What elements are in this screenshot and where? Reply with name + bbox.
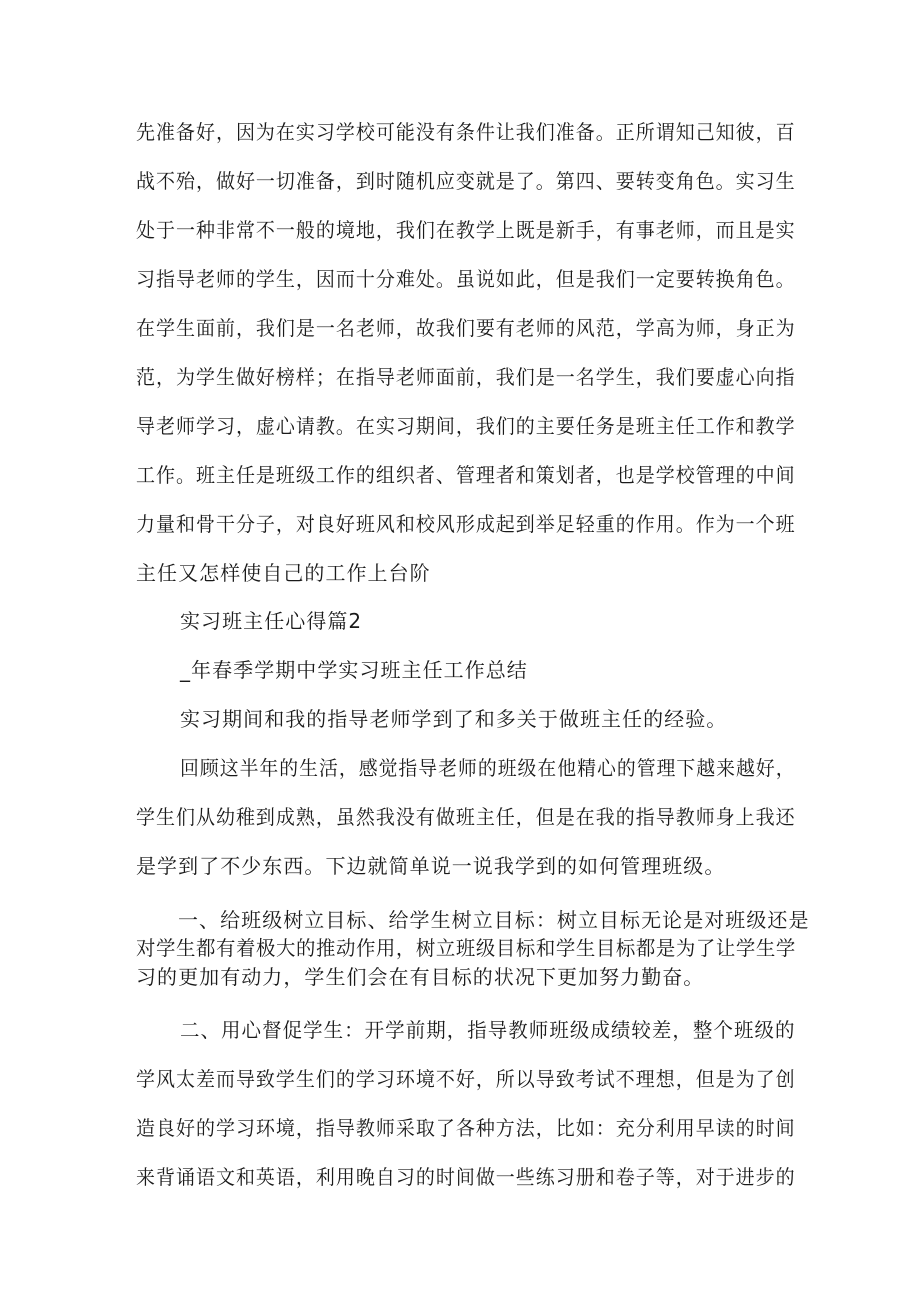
subtitle: _年春季学期中学实习班主任工作总结 xyxy=(180,658,528,682)
text-line: 习指导老师的学生，因而十分难处。虽说如此，但是我们一定要转换角色。 xyxy=(136,267,796,291)
text-line: 一、给班级树立目标、给学生树立目标：树立目标无论是对班级还是 xyxy=(178,908,810,932)
text-line: 处于一种非常不一般的境地，我们在教学上既是新手，有事老师，而且是实 xyxy=(136,218,796,242)
text-line: 在学生面前，我们是一名老师，故我们要有老师的风范，学高为师，身正为 xyxy=(136,316,796,340)
text-line: 主任又怎样使自己的工作上台阶 xyxy=(136,561,431,585)
text-line: 工作。班主任是班级工作的组织者、管理者和策划者，也是学校管理的中间 xyxy=(136,463,796,487)
text-line: 对学生都有着极大的推动作用，树立班级目标和学生目标都是为了让学生学 xyxy=(136,936,796,960)
intro-line: 实习期间和我的指导老师学到了和多关于做班主任的经验。 xyxy=(180,707,728,731)
text-line: 力量和骨干分子，对良好班风和校风形成起到举足轻重的作用。作为一个班 xyxy=(136,512,796,536)
text-line: 范，为学生做好榜样；在指导老师面前，我们是一名学生，我们要虚心向指 xyxy=(136,365,796,389)
text-line: 造良好的学习环境，指导教师采取了各种方法，比如：充分利用早读的时间 xyxy=(136,1116,796,1140)
text-line: 学生们从幼稚到成熟，虽然我没有做班主任，但是在我的指导教师身上我还 xyxy=(136,805,796,829)
text-line: 先准备好，因为在实习学校可能没有条件让我们准备。正所谓知己知彼，百 xyxy=(136,120,796,144)
text-line: 习的更加有动力，学生们会在有目标的状况下更加努力勤奋。 xyxy=(136,965,705,989)
text-line: 回顾这半年的生活，感觉指导老师的班级在他精心的管理下越来越好， xyxy=(180,756,796,780)
text-line: 来背诵语文和英语，利用晚自习的时间做一些练习册和卷子等，对于进步的 xyxy=(136,1165,796,1189)
text-line: 二、用心督促学生：开学前期，指导教师班级成绩较差，整个班级的 xyxy=(180,1018,796,1042)
section-title: 实习班主任心得篇2 xyxy=(180,609,363,633)
text-line: 是学到了不少东西。下边就简单说一说我学到的如何管理班级。 xyxy=(136,854,726,878)
text-line: 战不殆，做好一切准备，到时随机应变就是了。第四、要转变角色。实习生 xyxy=(136,169,796,193)
text-line: 学风太差而导致学生们的学习环境不好，所以导致考试不理想，但是为了创 xyxy=(136,1067,796,1091)
text-line: 导老师学习，虚心请教。在实习期间，我们的主要任务是班主任工作和教学 xyxy=(136,414,796,438)
